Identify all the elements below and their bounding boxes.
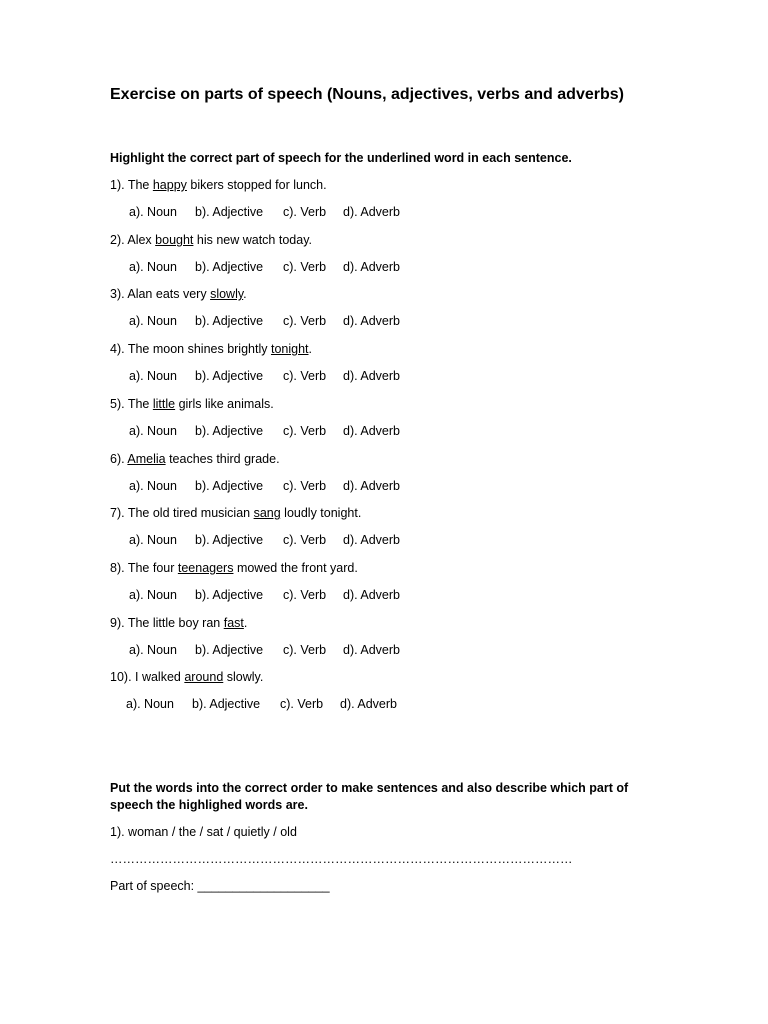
sentence-text-before: 8). The four xyxy=(110,561,178,575)
option-verb[interactable]: c). Verb xyxy=(283,424,327,438)
option-adjective[interactable]: b). Adjective xyxy=(195,260,264,274)
option-noun[interactable]: a). Noun xyxy=(129,205,177,219)
answer-dotted-line: ………………………………………………………………………………………………… xyxy=(110,852,573,866)
sentence-text-after: . xyxy=(308,342,312,356)
question-sentence xyxy=(110,670,263,684)
underlined-word: tonight xyxy=(270,342,309,356)
sentence-text-before: 9). The little boy ran xyxy=(110,616,224,630)
answer-options xyxy=(129,369,400,383)
option-adjective[interactable]: b). Adjective xyxy=(195,643,264,657)
underlined-word: happy xyxy=(152,178,187,192)
option-adverb[interactable]: d). Adverb xyxy=(343,424,400,438)
sentence-text-before: 1). The xyxy=(110,178,153,192)
option-adjective[interactable]: b). Adjective xyxy=(195,369,264,383)
option-adjective[interactable]: b). Adjective xyxy=(195,205,264,219)
sentence-text-after: girls like animals. xyxy=(175,397,274,411)
option-verb[interactable]: c). Verb xyxy=(283,205,327,219)
question-sentence xyxy=(110,561,358,575)
sentence-text-before: 4). The moon shines brightly xyxy=(110,342,271,356)
sentence-text-before: 5). The xyxy=(110,397,153,411)
underlined-word: sang xyxy=(253,506,281,520)
option-noun[interactable]: a). Noun xyxy=(129,479,177,493)
option-noun[interactable]: a). Noun xyxy=(129,314,177,328)
option-verb[interactable]: c). Verb xyxy=(283,588,327,602)
option-adjective[interactable]: b). Adjective xyxy=(195,424,264,438)
question-sentence xyxy=(110,506,361,520)
option-verb[interactable]: c). Verb xyxy=(283,369,327,383)
sentence-text-after: his new watch today. xyxy=(193,233,312,247)
question-sentence xyxy=(110,287,247,301)
option-noun[interactable]: a). Noun xyxy=(129,260,177,274)
answer-options xyxy=(129,643,400,657)
option-adverb[interactable]: d). Adverb xyxy=(343,314,400,328)
option-adjective[interactable]: b). Adjective xyxy=(195,314,264,328)
option-noun[interactable]: a). Noun xyxy=(129,424,177,438)
option-adverb[interactable]: d). Adverb xyxy=(343,479,400,493)
answer-options xyxy=(129,424,400,438)
option-noun[interactable]: a). Noun xyxy=(129,369,177,383)
underlined-word: around xyxy=(184,670,224,684)
option-verb[interactable]: c). Verb xyxy=(283,314,327,328)
option-adverb[interactable]: d). Adverb xyxy=(343,533,400,547)
question-sentence xyxy=(110,233,312,247)
answer-options xyxy=(129,260,400,274)
underlined-word: fast xyxy=(223,616,244,630)
option-adjective[interactable]: b). Adjective xyxy=(195,588,264,602)
sentence-text-before: 2). Alex xyxy=(110,233,156,247)
answer-options xyxy=(129,588,400,602)
option-adjective[interactable]: b). Adjective xyxy=(195,479,264,493)
option-adverb[interactable]: d). Adverb xyxy=(343,369,400,383)
question-sentence xyxy=(110,178,327,192)
answer-options xyxy=(129,314,400,328)
option-adjective[interactable]: b). Adjective xyxy=(192,697,261,711)
sentence-text-before: 10). I walked xyxy=(110,670,185,684)
option-adverb[interactable]: d). Adverb xyxy=(343,205,400,219)
sentence-text-before: 6). xyxy=(110,452,128,466)
part-of-speech-line: Part of speech: ___________________ xyxy=(110,879,330,893)
page-title: Exercise on parts of speech (Nouns, adjectives, verbs and adverbs) xyxy=(110,86,624,103)
option-noun[interactable]: a). Noun xyxy=(129,533,177,547)
option-verb[interactable]: c). Verb xyxy=(283,260,327,274)
question-sentence xyxy=(110,616,247,630)
option-verb[interactable]: c). Verb xyxy=(280,697,324,711)
sentence-text-after: loudly tonight. xyxy=(280,506,362,520)
section2-instruction: Put the words into the correct order to make sentences and also describe which part of speech the highlighed words are. xyxy=(110,781,629,812)
question-sentence xyxy=(110,397,274,411)
option-noun[interactable]: a). Noun xyxy=(126,697,174,711)
section1-instruction: Highlight the correct part of speech for the underlined word in each sentence. xyxy=(110,151,572,165)
option-adjective[interactable]: b). Adjective xyxy=(195,533,264,547)
sentence-text-before: 3). Alan eats very xyxy=(110,287,211,301)
sentence-text-after: . xyxy=(243,287,247,301)
underlined-word: bought xyxy=(155,233,194,247)
answer-options xyxy=(126,697,397,711)
option-verb[interactable]: c). Verb xyxy=(283,479,327,493)
option-adverb[interactable]: d). Adverb xyxy=(340,697,397,711)
sentence-text-after: bikers stopped for lunch. xyxy=(186,178,327,192)
reorder-item: 1). woman / the / sat / quietly / old xyxy=(110,825,297,839)
option-verb[interactable]: c). Verb xyxy=(283,533,327,547)
sentence-text-after: slowly. xyxy=(223,670,264,684)
underlined-word: Amelia xyxy=(127,452,166,466)
option-noun[interactable]: a). Noun xyxy=(129,588,177,602)
option-adverb[interactable]: d). Adverb xyxy=(343,260,400,274)
question-sentence xyxy=(110,342,312,356)
sentence-text-after: teaches third grade. xyxy=(165,452,280,466)
sentence-text-before: 7). The old tired musician xyxy=(110,506,254,520)
answer-options xyxy=(129,533,400,547)
underlined-word: little xyxy=(152,397,176,411)
answer-options xyxy=(129,479,400,493)
underlined-word: teenagers xyxy=(177,561,234,575)
underlined-word: slowly xyxy=(210,287,244,301)
option-noun[interactable]: a). Noun xyxy=(129,643,177,657)
answer-options xyxy=(129,205,400,219)
option-adverb[interactable]: d). Adverb xyxy=(343,643,400,657)
option-verb[interactable]: c). Verb xyxy=(283,643,327,657)
sentence-text-after: mowed the front yard. xyxy=(233,561,358,575)
option-adverb[interactable]: d). Adverb xyxy=(343,588,400,602)
sentence-text-after: . xyxy=(243,616,248,630)
question-sentence xyxy=(110,452,280,466)
